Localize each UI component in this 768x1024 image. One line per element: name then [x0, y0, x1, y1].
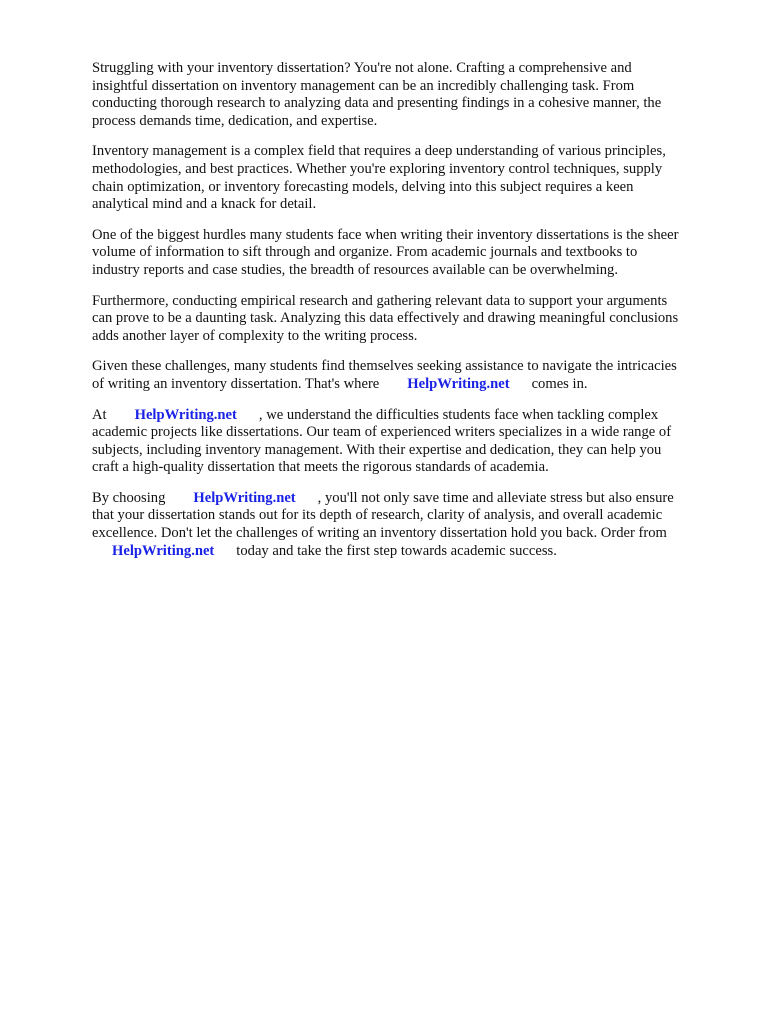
text-line: academic projects like dissertations. Our team of experienced writers specializes in a wide range of — [92, 424, 672, 441]
text-line: adds another layer of complexity to the writing process. — [92, 327, 418, 344]
text-line: that your dissertation stands out for its depth of research, clarity of analysis, and overall academic — [92, 507, 663, 524]
document-page — [92, 60, 718, 573]
helpwriting-link[interactable]: HelpWriting.net — [407, 375, 510, 392]
text-line: analytical mind and a knack for detail. — [92, 196, 317, 213]
text-line: process demands time, dedication, and expertise. — [92, 112, 378, 129]
text-segment: , you'll not only save time and alleviate stress but also ensure — [317, 489, 674, 506]
text-line: conducting thorough research to analyzing data and presenting findings in a cohesive manner, the — [92, 95, 662, 112]
paragraph-about-service — [92, 407, 718, 477]
text-line: insightful dissertation on inventory management can be an incredibly challenging task. From — [92, 77, 635, 94]
paragraph-empirical-research — [92, 293, 718, 346]
text-line: One of the biggest hurdles many students face when writing their inventory dissertations is the sheer — [92, 226, 679, 243]
text-segment: of writing an inventory dissertation. That's where — [92, 375, 380, 392]
paragraph-inventory-management — [92, 143, 718, 213]
helpwriting-link[interactable]: HelpWriting.net — [134, 406, 237, 423]
text-segment: At — [92, 406, 107, 423]
paragraph-intro — [92, 60, 718, 130]
text-line — [92, 407, 718, 425]
text-line — [92, 490, 718, 508]
text-line: Furthermore, conducting empirical research and gathering relevant data to support your arguments — [92, 292, 668, 309]
paragraph-call-to-action — [92, 490, 718, 560]
helpwriting-link[interactable]: HelpWriting.net — [193, 489, 296, 506]
text-segment: comes in. — [531, 375, 588, 392]
text-line: can prove to be a daunting task. Analyzing this data effectively and drawing meaningful conclusions — [92, 310, 679, 327]
text-line — [92, 376, 718, 394]
text-line: chain optimization, or inventory forecasting models, delving into this subject requires a keen — [92, 178, 634, 195]
paragraph-hurdles — [92, 227, 718, 280]
text-line: volume of information to sift through and organize. From academic journals and textbooks to — [92, 244, 638, 261]
text-line: methodologies, and best practices. Whether you're exploring inventory control techniques, supply — [92, 160, 663, 177]
text-line — [92, 543, 718, 561]
text-segment: By choosing — [92, 489, 166, 506]
text-line: craft a high-quality dissertation that meets the rigorous standards of academia. — [92, 459, 549, 476]
text-line: Inventory management is a complex field that requires a deep understanding of various principles, — [92, 143, 666, 160]
paragraph-challenges — [92, 358, 718, 393]
text-segment: , we understand the difficulties students face when tackling complex — [258, 406, 659, 423]
text-segment: today and take the first step towards academic success. — [236, 542, 557, 559]
text-line: Struggling with your inventory dissertation? You're not alone. Crafting a comprehensive and — [92, 60, 632, 76]
helpwriting-link[interactable]: HelpWriting.net — [112, 542, 215, 559]
text-line: excellence. Don't let the challenges of writing an inventory dissertation hold you back. Order from — [92, 525, 667, 542]
text-line: Given these challenges, many students find themselves seeking assistance to navigate the intricacies — [92, 358, 677, 375]
text-line: industry reports and case studies, the breadth of resources available can be overwhelming. — [92, 261, 619, 278]
text-line: subjects, including inventory management. With their expertise and dedication, they can help you — [92, 441, 662, 458]
